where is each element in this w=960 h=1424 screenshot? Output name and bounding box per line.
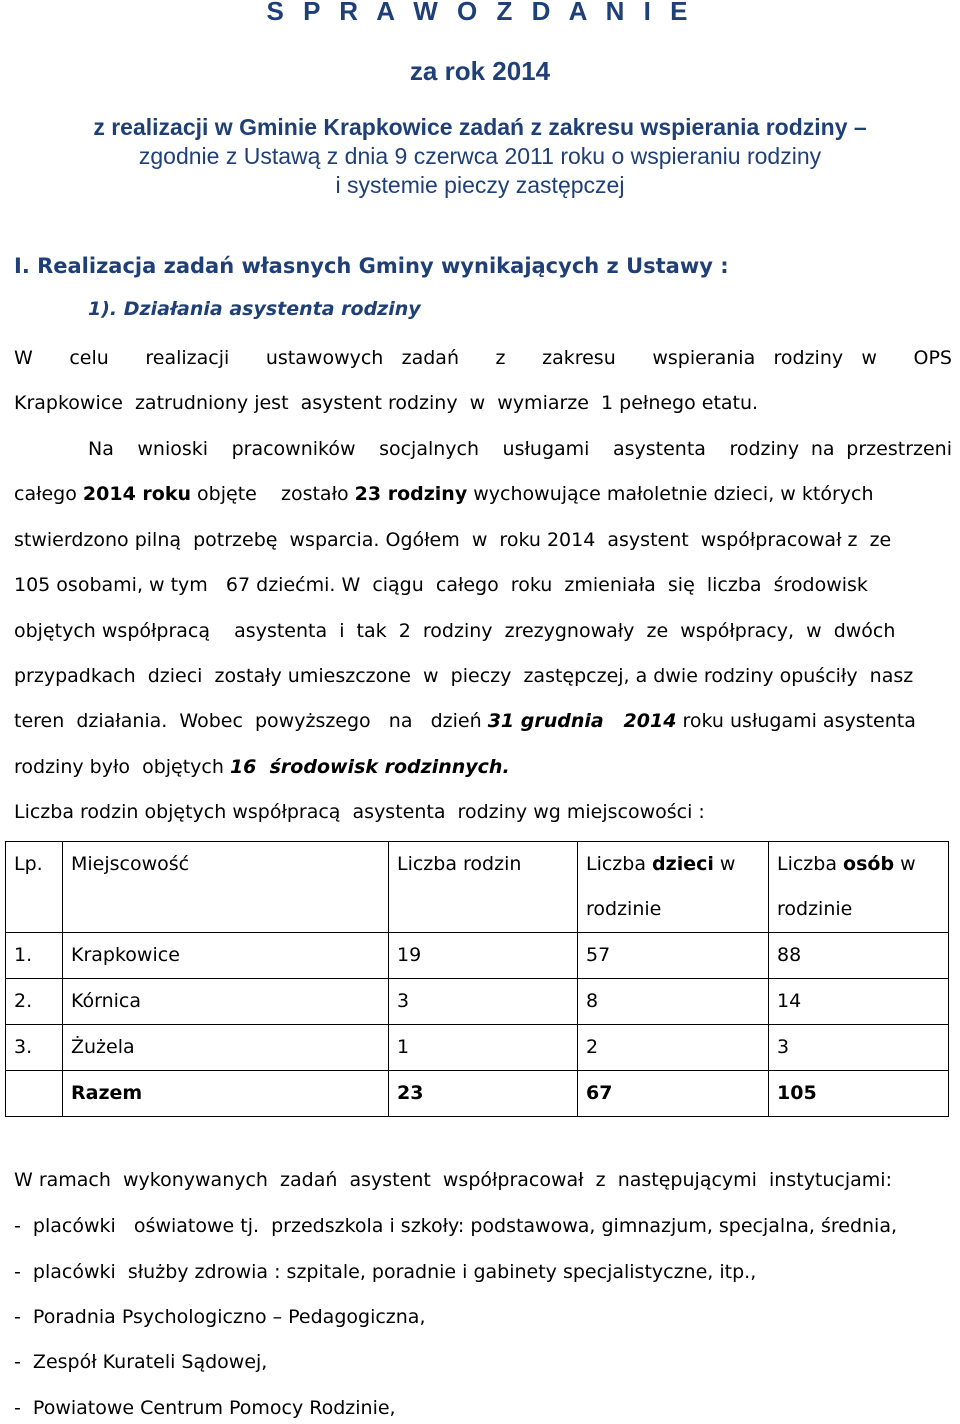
cell-persons: 14 bbox=[769, 979, 949, 1025]
families-by-locality-table bbox=[5, 841, 949, 1117]
cell-children: 2 bbox=[578, 1025, 769, 1071]
list-item: - Powiatowe Centrum Pomocy Rodzinie, bbox=[14, 1397, 396, 1419]
paragraph-2-line-4: 105 osobami, w tym 67 dziećmi. W ciągu całego roku zmieniała się liczba środowisk bbox=[14, 574, 868, 596]
cell-families: 1 bbox=[389, 1025, 578, 1071]
highlight-families-count: 23 rodziny bbox=[354, 483, 468, 505]
paragraph-2-line-5: objętych współpracą asystenta i tak 2 rodziny zrezygnowały ze współpracy, w dwóch bbox=[14, 620, 896, 642]
highlight-year: 2014 roku bbox=[82, 483, 191, 505]
cell-children: 57 bbox=[578, 933, 769, 979]
text-segment: całego bbox=[14, 483, 83, 505]
text-segment: roku usługami asystenta bbox=[676, 710, 916, 732]
text-segment: w bbox=[894, 853, 916, 875]
list-item: - Zespół Kurateli Sądowej, bbox=[14, 1351, 268, 1373]
cell-families: 3 bbox=[389, 979, 578, 1025]
text-segment-bold: dzieci bbox=[652, 853, 714, 875]
text-segment: rodzinie bbox=[586, 898, 662, 920]
section-heading: I. Realizacja zadań własnych Gminy wynikających z Ustawy : bbox=[14, 254, 729, 278]
text-segment: objęte zostało bbox=[191, 483, 355, 505]
subsection-heading: 1). Działania asystenta rodziny bbox=[88, 298, 421, 320]
text-segment-bold: osób bbox=[843, 853, 895, 875]
cell-lp-empty bbox=[6, 1071, 63, 1117]
header-persons bbox=[769, 842, 949, 933]
header-lp: Lp. bbox=[6, 842, 63, 933]
paragraph-2-line-8 bbox=[14, 755, 952, 779]
paragraph-2-line-1: Na wnioski pracowników socjalnych usługami asystenta rodziny na przestrzeni bbox=[88, 438, 952, 460]
text-segment: Liczba bbox=[586, 853, 653, 875]
paragraph-2-line-7 bbox=[14, 709, 952, 733]
table-row bbox=[6, 933, 949, 979]
report-subtitle-line-1: z realizacji w Gminie Krapkowice zadań z zakresu wspierania rodziny – bbox=[93, 114, 867, 140]
report-subtitle-line-3: i systemie pieczy zastępczej bbox=[335, 172, 625, 198]
text-segment: wychowujące małoletnie dzieci, w których bbox=[467, 483, 874, 505]
highlight-environments-count: 16 środowisk rodzinnych. bbox=[229, 756, 510, 778]
total-persons: 105 bbox=[769, 1071, 949, 1117]
cell-locality: Żużela bbox=[63, 1025, 389, 1071]
table-header-row bbox=[6, 842, 949, 933]
table-row bbox=[6, 979, 949, 1025]
list-item: - Poradnia Psychologiczno – Pedagogiczna, bbox=[14, 1306, 426, 1328]
table-caption: Liczba rodzin objętych współpracą asystenta rodziny wg miejscowości : bbox=[14, 801, 705, 823]
list-item: - placówki służby zdrowia : szpitale, poradnie i gabinety specjalistyczne, itp., bbox=[14, 1261, 757, 1283]
cell-lp: 3. bbox=[6, 1025, 63, 1071]
cell-children: 8 bbox=[578, 979, 769, 1025]
text-segment: rodzinie bbox=[777, 898, 853, 920]
cell-families: 19 bbox=[389, 933, 578, 979]
total-children: 67 bbox=[578, 1071, 769, 1117]
paragraph-1-line-1: W celu realizacji ustawowych zadań z zakresu wspierania rodziny w OPS bbox=[14, 347, 952, 369]
list-item: - placówki oświatowe tj. przedszkola i szkoły: podstawowa, gimnazjum, specjalna, średnia, bbox=[14, 1215, 898, 1237]
paragraph-2-line-3: stwierdzono pilną potrzebę wsparcia. Ogółem w roku 2014 asystent współpracował z ze bbox=[14, 529, 892, 551]
header-families: Liczba rodzin bbox=[389, 842, 578, 933]
header-locality: Miejscowość bbox=[63, 842, 389, 933]
table-total-row bbox=[6, 1071, 949, 1117]
institutions-intro: W ramach wykonywanych zadań asystent współpracował z następującymi instytucjami: bbox=[14, 1169, 892, 1191]
cell-locality: Krapkowice bbox=[63, 933, 389, 979]
total-label: Razem bbox=[63, 1071, 389, 1117]
report-subtitle-line-2: zgodnie z Ustawą z dnia 9 czerwca 2011 roku o wspieraniu rodziny bbox=[138, 143, 822, 169]
header-children bbox=[578, 842, 769, 933]
report-year: za rok 2014 bbox=[409, 56, 551, 86]
text-segment: rodziny było objętych bbox=[14, 756, 230, 778]
paragraph-1-line-2: Krapkowice zatrudniony jest asystent rodziny w wymiarze 1 pełnego etatu. bbox=[14, 392, 759, 414]
paragraph-2-line-2 bbox=[14, 482, 952, 506]
highlight-date: 31 grudnia 2014 bbox=[487, 710, 677, 732]
report-title: S P R A W O Z D A N I E bbox=[266, 0, 694, 26]
cell-locality: Kórnica bbox=[63, 979, 389, 1025]
paragraph-2-line-6: przypadkach dzieci zostały umieszczone w pieczy zastępczej, a dwie rodziny opuściły nasz bbox=[14, 665, 914, 687]
cell-lp: 2. bbox=[6, 979, 63, 1025]
text-segment: w bbox=[713, 853, 736, 875]
total-families: 23 bbox=[389, 1071, 578, 1117]
cell-persons: 88 bbox=[769, 933, 949, 979]
text-segment: teren działania. Wobec powyższego na dzień bbox=[14, 710, 488, 732]
cell-persons: 3 bbox=[769, 1025, 949, 1071]
text-segment: Liczba bbox=[777, 853, 844, 875]
table-row bbox=[6, 1025, 949, 1071]
cell-lp: 1. bbox=[6, 933, 63, 979]
